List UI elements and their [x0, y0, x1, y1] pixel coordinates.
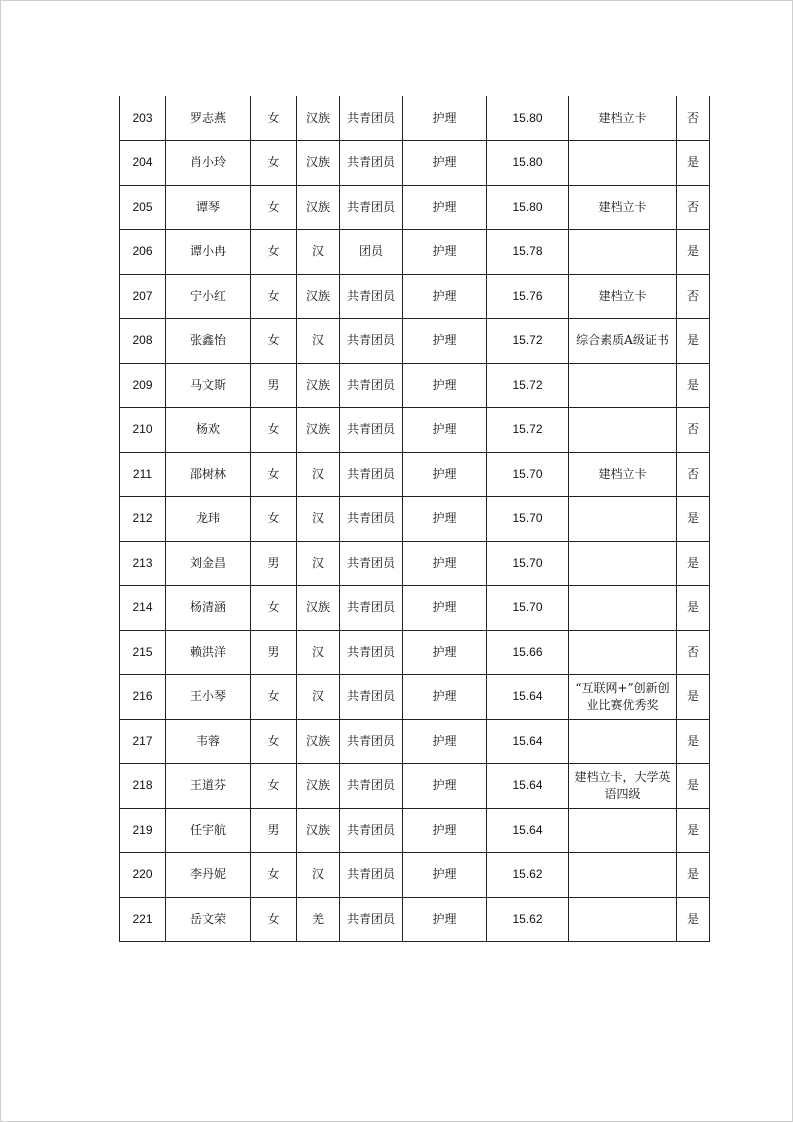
political-status-cell: 共青团员 — [340, 853, 403, 898]
note-cell — [569, 630, 677, 675]
yes-no-flag-cell: 是 — [677, 719, 710, 764]
major-cell: 护理 — [403, 897, 487, 942]
gender-cell: 女 — [251, 141, 297, 186]
score-cell: 15.70 — [487, 541, 569, 586]
ethnicity-cell: 汉 — [297, 541, 340, 586]
yes-no-flag-cell: 是 — [677, 141, 710, 186]
table-row — [120, 408, 710, 453]
yes-no-flag-cell: 是 — [677, 764, 710, 809]
student-name-cell: 任宇航 — [166, 808, 251, 853]
yes-no-flag-cell: 否 — [677, 452, 710, 497]
table-row — [120, 274, 710, 319]
yes-no-flag-cell: 是 — [677, 541, 710, 586]
political-status-cell: 共青团员 — [340, 497, 403, 542]
note-cell — [569, 141, 677, 186]
row-number-cell: 206 — [120, 230, 166, 275]
row-number-cell: 221 — [120, 897, 166, 942]
note-cell — [569, 541, 677, 586]
gender-cell: 女 — [251, 452, 297, 497]
student-name-cell: 马文斯 — [166, 363, 251, 408]
score-cell: 15.64 — [487, 808, 569, 853]
row-number-cell: 208 — [120, 319, 166, 364]
score-cell: 15.66 — [487, 630, 569, 675]
political-status-cell: 共青团员 — [340, 185, 403, 230]
table-row — [120, 808, 710, 853]
student-name-cell: 王小琴 — [166, 675, 251, 720]
ethnicity-cell: 汉 — [297, 853, 340, 898]
score-cell: 15.70 — [487, 586, 569, 631]
ethnicity-cell: 汉族 — [297, 274, 340, 319]
political-status-cell: 共青团员 — [340, 897, 403, 942]
political-status-cell: 共青团员 — [340, 586, 403, 631]
note-cell: 建档立卡 — [569, 185, 677, 230]
table-row — [120, 497, 710, 542]
student-name-cell: 罗志燕 — [166, 96, 251, 141]
row-number-cell: 215 — [120, 630, 166, 675]
ethnicity-cell: 汉 — [297, 630, 340, 675]
yes-no-flag-cell: 是 — [677, 497, 710, 542]
score-cell: 15.70 — [487, 452, 569, 497]
row-number-cell: 218 — [120, 764, 166, 809]
political-status-cell: 共青团员 — [340, 319, 403, 364]
note-cell: 建档立卡 — [569, 96, 677, 141]
note-cell — [569, 897, 677, 942]
ethnicity-cell: 羌 — [297, 897, 340, 942]
student-name-cell: 谭小冉 — [166, 230, 251, 275]
score-cell: 15.72 — [487, 408, 569, 453]
yes-no-flag-cell: 是 — [677, 230, 710, 275]
score-cell: 15.76 — [487, 274, 569, 319]
note-cell: 建档立卡 — [569, 274, 677, 319]
row-number-cell: 212 — [120, 497, 166, 542]
gender-cell: 女 — [251, 719, 297, 764]
yes-no-flag-cell: 是 — [677, 675, 710, 720]
ethnicity-cell: 汉族 — [297, 764, 340, 809]
major-cell: 护理 — [403, 853, 487, 898]
major-cell: 护理 — [403, 630, 487, 675]
ethnicity-cell: 汉 — [297, 230, 340, 275]
ethnicity-cell: 汉 — [297, 319, 340, 364]
major-cell: 护理 — [403, 274, 487, 319]
row-number-cell: 213 — [120, 541, 166, 586]
table-row — [120, 452, 710, 497]
major-cell: 护理 — [403, 764, 487, 809]
student-name-cell: 李丹妮 — [166, 853, 251, 898]
student-name-cell: 谭琴 — [166, 185, 251, 230]
ethnicity-cell: 汉族 — [297, 141, 340, 186]
row-number-cell: 203 — [120, 96, 166, 141]
gender-cell: 女 — [251, 497, 297, 542]
student-name-cell: 龙玮 — [166, 497, 251, 542]
gender-cell: 女 — [251, 96, 297, 141]
major-cell: 护理 — [403, 719, 487, 764]
score-cell: 15.70 — [487, 497, 569, 542]
row-number-cell: 216 — [120, 675, 166, 720]
note-cell: 建档立卡，大学英语四级 — [569, 764, 677, 809]
ethnicity-cell: 汉族 — [297, 719, 340, 764]
gender-cell: 男 — [251, 630, 297, 675]
row-number-cell: 209 — [120, 363, 166, 408]
major-cell: 护理 — [403, 408, 487, 453]
row-number-cell: 217 — [120, 719, 166, 764]
score-cell: 15.80 — [487, 96, 569, 141]
row-number-cell: 210 — [120, 408, 166, 453]
gender-cell: 女 — [251, 675, 297, 720]
yes-no-flag-cell: 是 — [677, 897, 710, 942]
gender-cell: 男 — [251, 808, 297, 853]
ethnicity-cell: 汉族 — [297, 808, 340, 853]
ethnicity-cell: 汉 — [297, 675, 340, 720]
yes-no-flag-cell: 是 — [677, 586, 710, 631]
political-status-cell: 共青团员 — [340, 630, 403, 675]
major-cell: 护理 — [403, 675, 487, 720]
table-row — [120, 96, 710, 141]
note-cell — [569, 497, 677, 542]
row-number-cell: 211 — [120, 452, 166, 497]
score-cell: 15.80 — [487, 185, 569, 230]
political-status-cell: 共青团员 — [340, 764, 403, 809]
ethnicity-cell: 汉族 — [297, 586, 340, 631]
political-status-cell: 共青团员 — [340, 675, 403, 720]
note-cell — [569, 808, 677, 853]
ethnicity-cell: 汉族 — [297, 185, 340, 230]
score-cell: 15.64 — [487, 675, 569, 720]
yes-no-flag-cell: 否 — [677, 185, 710, 230]
gender-cell: 女 — [251, 897, 297, 942]
score-cell: 15.72 — [487, 319, 569, 364]
major-cell: 护理 — [403, 319, 487, 364]
student-name-cell: 肖小玲 — [166, 141, 251, 186]
gender-cell: 女 — [251, 274, 297, 319]
yes-no-flag-cell: 是 — [677, 363, 710, 408]
note-cell — [569, 853, 677, 898]
yes-no-flag-cell: 否 — [677, 96, 710, 141]
score-cell: 15.78 — [487, 230, 569, 275]
gender-cell: 女 — [251, 853, 297, 898]
major-cell: 护理 — [403, 452, 487, 497]
ethnicity-cell: 汉 — [297, 497, 340, 542]
gender-cell: 女 — [251, 586, 297, 631]
major-cell: 护理 — [403, 96, 487, 141]
table-row — [120, 541, 710, 586]
gender-cell: 女 — [251, 185, 297, 230]
score-cell: 15.80 — [487, 141, 569, 186]
major-cell: 护理 — [403, 586, 487, 631]
score-cell: 15.62 — [487, 853, 569, 898]
gender-cell: 女 — [251, 764, 297, 809]
political-status-cell: 共青团员 — [340, 141, 403, 186]
table-row — [120, 897, 710, 942]
row-number-cell: 204 — [120, 141, 166, 186]
yes-no-flag-cell: 是 — [677, 808, 710, 853]
major-cell: 护理 — [403, 230, 487, 275]
political-status-cell: 共青团员 — [340, 808, 403, 853]
political-status-cell: 共青团员 — [340, 274, 403, 319]
gender-cell: 男 — [251, 363, 297, 408]
row-number-cell: 207 — [120, 274, 166, 319]
student-name-cell: 杨清涵 — [166, 586, 251, 631]
table-row — [120, 675, 710, 720]
score-cell: 15.64 — [487, 764, 569, 809]
yes-no-flag-cell: 否 — [677, 274, 710, 319]
score-cell: 15.64 — [487, 719, 569, 764]
ethnicity-cell: 汉族 — [297, 363, 340, 408]
gender-cell: 女 — [251, 319, 297, 364]
note-cell — [569, 230, 677, 275]
political-status-cell: 共青团员 — [340, 96, 403, 141]
table-row — [120, 586, 710, 631]
ethnicity-cell: 汉族 — [297, 408, 340, 453]
student-name-cell: 韦蓉 — [166, 719, 251, 764]
yes-no-flag-cell: 是 — [677, 319, 710, 364]
major-cell: 护理 — [403, 808, 487, 853]
gender-cell: 女 — [251, 408, 297, 453]
student-roster-table — [119, 96, 710, 942]
student-name-cell: 王道芬 — [166, 764, 251, 809]
gender-cell: 女 — [251, 230, 297, 275]
student-name-cell: 赖洪洋 — [166, 630, 251, 675]
political-status-cell: 共青团员 — [340, 363, 403, 408]
note-cell: 综合素质A级证书 — [569, 319, 677, 364]
table-row — [120, 363, 710, 408]
yes-no-flag-cell: 是 — [677, 853, 710, 898]
row-number-cell: 214 — [120, 586, 166, 631]
note-cell — [569, 719, 677, 764]
political-status-cell: 共青团员 — [340, 719, 403, 764]
score-cell: 15.72 — [487, 363, 569, 408]
table-row — [120, 764, 710, 809]
note-cell — [569, 363, 677, 408]
political-status-cell: 共青团员 — [340, 541, 403, 586]
row-number-cell: 205 — [120, 185, 166, 230]
major-cell: 护理 — [403, 141, 487, 186]
student-name-cell: 岳文荣 — [166, 897, 251, 942]
note-cell — [569, 408, 677, 453]
yes-no-flag-cell: 否 — [677, 408, 710, 453]
table-row — [120, 719, 710, 764]
student-name-cell: 刘金昌 — [166, 541, 251, 586]
major-cell: 护理 — [403, 363, 487, 408]
gender-cell: 男 — [251, 541, 297, 586]
major-cell: 护理 — [403, 541, 487, 586]
student-name-cell: 杨欢 — [166, 408, 251, 453]
ethnicity-cell: 汉 — [297, 452, 340, 497]
ethnicity-cell: 汉族 — [297, 96, 340, 141]
row-number-cell: 220 — [120, 853, 166, 898]
table-row — [120, 141, 710, 186]
table-row — [120, 185, 710, 230]
table-row — [120, 630, 710, 675]
note-cell: 建档立卡 — [569, 452, 677, 497]
political-status-cell: 共青团员 — [340, 408, 403, 453]
student-name-cell: 张鑫怡 — [166, 319, 251, 364]
table-row — [120, 230, 710, 275]
major-cell: 护理 — [403, 185, 487, 230]
table-row — [120, 319, 710, 364]
note-cell: “互联网+”创新创业比赛优秀奖 — [569, 675, 677, 720]
table-row — [120, 853, 710, 898]
political-status-cell: 共青团员 — [340, 452, 403, 497]
yes-no-flag-cell: 否 — [677, 630, 710, 675]
major-cell: 护理 — [403, 497, 487, 542]
note-cell — [569, 586, 677, 631]
roster-body — [120, 96, 710, 942]
student-name-cell: 宁小红 — [166, 274, 251, 319]
political-status-cell: 团员 — [340, 230, 403, 275]
row-number-cell: 219 — [120, 808, 166, 853]
score-cell: 15.62 — [487, 897, 569, 942]
student-name-cell: 邵树林 — [166, 452, 251, 497]
